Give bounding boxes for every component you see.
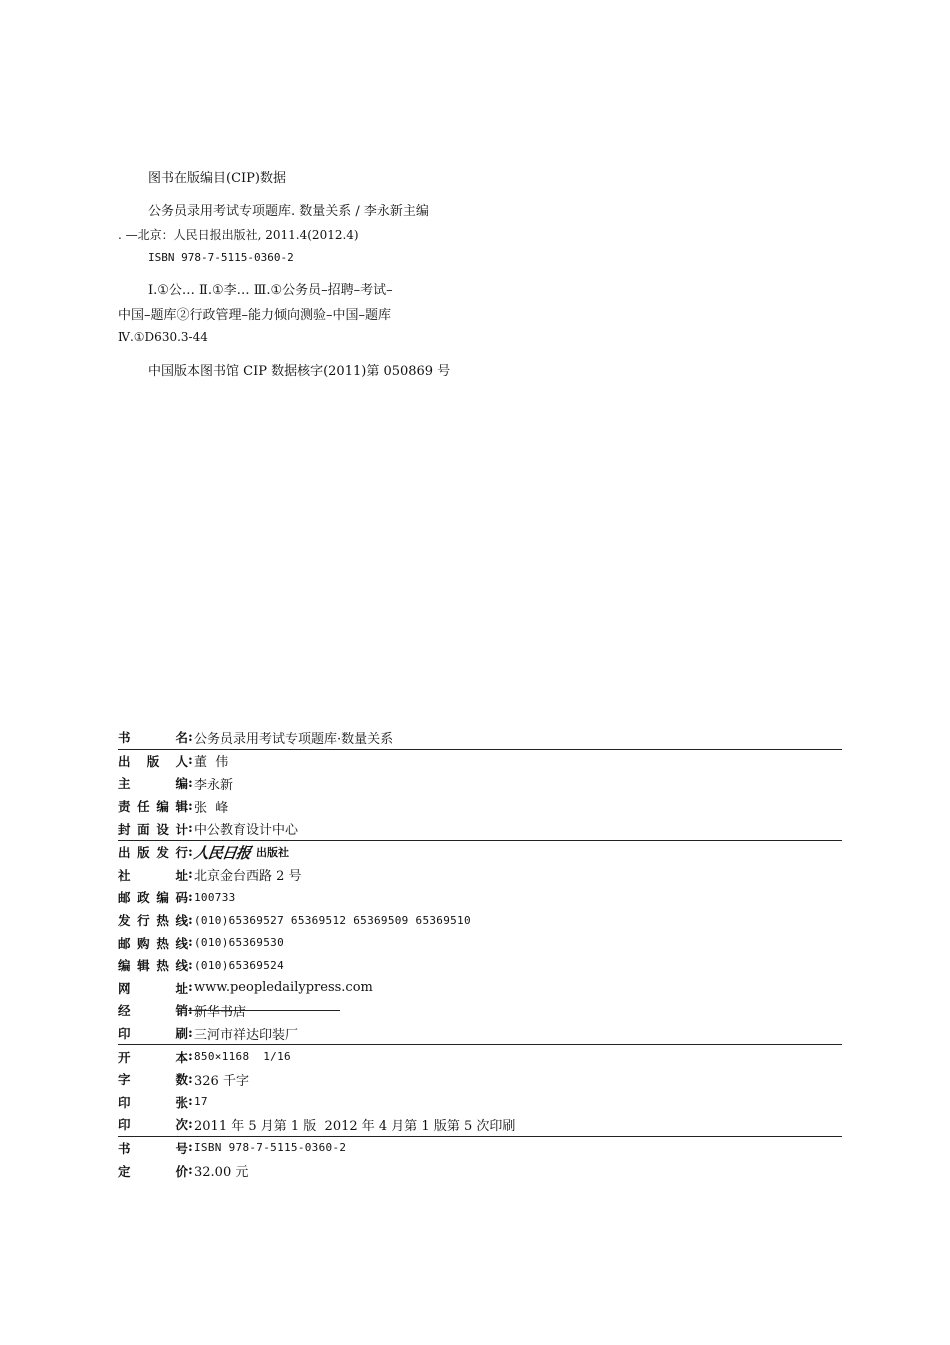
colophon-label-char: 版 <box>146 753 160 769</box>
colophon-label-char: 经 <box>118 1003 131 1019</box>
colophon-label <box>118 956 188 974</box>
colophon-label <box>118 843 188 861</box>
colophon-value: 北京金台西路 2 号 <box>194 869 302 885</box>
cip-classification-1: Ⅰ.①公… Ⅱ.①李… Ⅲ.①公务员–招聘–考试– <box>148 283 393 298</box>
colophon-value: 17 <box>194 1095 208 1109</box>
colophon-label-char: 政 <box>137 890 150 906</box>
colophon-colon: : <box>188 867 193 883</box>
colophon-row <box>118 999 842 1022</box>
colophon-label-char: 印 <box>118 1117 131 1133</box>
colophon-label-char: 书 <box>118 1140 131 1156</box>
colophon-row <box>118 1068 842 1091</box>
colophon-value: 出版社 <box>256 846 290 860</box>
colophon-label <box>118 820 188 838</box>
colophon-colon: : <box>188 821 193 837</box>
publisher-logo: 人民日报 <box>192 843 252 862</box>
colophon-row <box>118 772 842 795</box>
colophon-label-char: 热 <box>156 913 169 929</box>
colophon-value: (010)65369524 <box>194 958 284 972</box>
colophon-label <box>118 774 188 792</box>
colophon-label <box>118 1024 188 1042</box>
colophon-label-char: 出 <box>118 845 131 861</box>
colophon-label-char: 销 <box>175 1003 188 1019</box>
cip-isbn: ISBN 978-7-5115-0360-2 <box>148 251 294 264</box>
colophon-value: 中公教育设计中心 <box>194 823 299 839</box>
colophon-label-char: 社 <box>118 867 131 883</box>
colophon-row <box>118 795 842 818</box>
colophon-label-char: 名 <box>175 730 188 746</box>
colophon-colon: : <box>188 889 193 905</box>
colophon-colon: : <box>188 1116 193 1132</box>
colophon-row <box>118 841 842 864</box>
colophon-value: 32.00 元 <box>194 1165 249 1181</box>
colophon-label-char: 出 <box>118 753 131 769</box>
colophon-value: 张 峰 <box>194 800 229 816</box>
colophon-row <box>118 1137 842 1160</box>
colophon-label-char: 价 <box>175 1163 188 1179</box>
colophon-colon: : <box>188 935 193 951</box>
colophon-label-char: 发 <box>156 845 169 861</box>
colophon-table <box>118 726 842 1182</box>
colophon-label-char: 热 <box>156 935 169 951</box>
colophon-value: 董 伟 <box>194 755 229 771</box>
colophon-colon: : <box>188 844 193 860</box>
colophon-label-char: 任 <box>137 799 150 815</box>
colophon-row <box>118 1159 842 1182</box>
colophon-colon: : <box>188 957 193 973</box>
colophon-value[interactable]: www.peopledailypress.com <box>194 980 373 996</box>
colophon-label <box>118 1070 188 1088</box>
colophon-colon: : <box>188 1094 193 1110</box>
colophon-label-char: 邮 <box>118 890 131 906</box>
colophon-label-char: 址 <box>175 867 188 883</box>
colophon-label-char: 邮 <box>118 935 131 951</box>
colophon-label-char: 址 <box>175 980 188 996</box>
colophon-label <box>118 1162 188 1180</box>
colophon-value: 100733 <box>194 890 236 904</box>
colophon-label-char: 编 <box>118 958 131 974</box>
cip-publisher-line: . —北京：人民日报出版社, 2011.4(2012.4) <box>118 228 359 242</box>
colophon-label-char: 主 <box>118 776 131 792</box>
colophon-colon: : <box>188 1163 193 1179</box>
colophon-label-char: 责 <box>118 799 131 815</box>
colophon-label-char: 张 <box>175 1094 188 1110</box>
colophon-label-char: 印 <box>118 1094 131 1110</box>
colophon-label <box>118 979 188 997</box>
colophon-row <box>118 931 842 954</box>
colophon-value: 2011 年 5 月第 1 版 2012 年 4 月第 1 版第 5 次印刷 <box>194 1118 516 1134</box>
colophon-value: 326 千字 <box>194 1073 249 1089</box>
colophon-label <box>118 797 188 815</box>
colophon-value: ISBN 978-7-5115-0360-2 <box>194 1141 347 1155</box>
colophon-row <box>118 817 842 841</box>
cip-classification-2: 中国–题库②行政管理–能力倾向测验–中国–题库 <box>118 308 392 323</box>
colophon-colon: : <box>188 1002 193 1018</box>
colophon-label-char: 设 <box>156 821 169 837</box>
colophon-label-char: 开 <box>118 1049 131 1065</box>
colophon-label-char: 封 <box>118 821 131 837</box>
colophon-colon: : <box>188 753 193 769</box>
colophon-colon: : <box>188 775 193 791</box>
colophon-label-char: 版 <box>137 845 150 861</box>
colophon-colon: : <box>188 1025 193 1041</box>
colophon-label-char: 行 <box>137 913 150 929</box>
colophon-row <box>118 726 842 750</box>
colophon-label-char: 次 <box>175 1117 188 1133</box>
colophon-label-char: 编 <box>156 799 169 815</box>
colophon-row <box>118 909 842 932</box>
colophon-row <box>118 886 842 909</box>
colophon-colon: : <box>188 798 193 814</box>
colophon-label-char: 数 <box>175 1072 188 1088</box>
colophon-colon: : <box>188 1071 193 1087</box>
colophon-label-char: 线 <box>175 958 188 974</box>
colophon-label-char: 印 <box>118 1026 131 1042</box>
colophon-label <box>118 752 188 770</box>
colophon-value: 李永新 <box>194 777 234 793</box>
cip-check-number: 中国版本图书馆 CIP 数据核字(2011)第 050869 号 <box>148 364 451 379</box>
colophon-label-char: 发 <box>118 913 131 929</box>
colophon-label <box>118 1139 188 1157</box>
colophon-label-char: 线 <box>175 935 188 951</box>
cip-title-line: 公务员录用考试专项题库. 数量关系 / 李永新主编 <box>148 204 429 219</box>
colophon-label-char: 定 <box>118 1163 131 1179</box>
colophon-label-char: 计 <box>175 821 188 837</box>
colophon-label-char: 面 <box>137 821 150 837</box>
colophon-label-char: 线 <box>175 913 188 929</box>
colophon-label <box>118 888 188 906</box>
colophon-colon: : <box>188 912 193 928</box>
colophon-label-char: 刷 <box>175 1026 188 1042</box>
colophon-label-char: 辑 <box>175 799 188 815</box>
colophon-label-char: 书 <box>118 730 131 746</box>
colophon-label-char: 编 <box>156 890 169 906</box>
colophon-label <box>118 1115 188 1133</box>
colophon-row <box>118 1091 842 1114</box>
colophon-value: 公务员录用考试专项题库·数量关系 <box>194 731 394 747</box>
colophon-value: 三河市祥达印装厂 <box>194 1027 299 1043</box>
colophon-label-char: 网 <box>118 980 131 996</box>
colophon-value: (010)65369530 <box>194 936 284 950</box>
colophon-label <box>118 1093 188 1111</box>
colophon-row <box>118 750 842 773</box>
colophon-label-char: 辑 <box>137 958 150 974</box>
colophon-colon: : <box>188 729 193 745</box>
colophon-row <box>118 1113 842 1137</box>
colophon-label-char: 购 <box>137 935 150 951</box>
colophon-row <box>118 864 842 887</box>
colophon-label <box>118 934 188 952</box>
cip-heading: 图书在版编目(CIP)数据 <box>148 171 286 186</box>
colophon-row <box>118 1022 842 1046</box>
colophon-label-char: 行 <box>175 845 188 861</box>
strike-line <box>188 1010 340 1011</box>
colophon-colon: : <box>188 980 193 996</box>
colophon-label <box>118 728 188 746</box>
colophon-label-char: 号 <box>175 1140 188 1156</box>
colophon-label-char: 编 <box>175 776 188 792</box>
colophon-label-char: 字 <box>118 1072 131 1088</box>
colophon-label <box>118 1001 188 1019</box>
colophon-row <box>118 977 842 1000</box>
colophon-label <box>118 866 188 884</box>
colophon-value: 新华书店 <box>194 1004 247 1020</box>
colophon-label-char: 人 <box>175 753 188 769</box>
colophon-value: (010)65369527 65369512 65369509 65369510 <box>194 913 471 927</box>
colophon-colon: : <box>188 1049 193 1065</box>
cip-classification-3: Ⅳ.①D630.3-44 <box>118 330 208 344</box>
colophon-label <box>118 1048 188 1066</box>
colophon-label-char: 码 <box>175 890 188 906</box>
colophon-value: 850×1168 1/16 <box>194 1050 291 1064</box>
colophon-row <box>118 1045 842 1068</box>
colophon-label <box>118 911 188 929</box>
colophon-label-char: 本 <box>175 1049 188 1065</box>
colophon-label-char: 热 <box>156 958 169 974</box>
colophon-row <box>118 954 842 977</box>
colophon-colon: : <box>188 1140 193 1156</box>
